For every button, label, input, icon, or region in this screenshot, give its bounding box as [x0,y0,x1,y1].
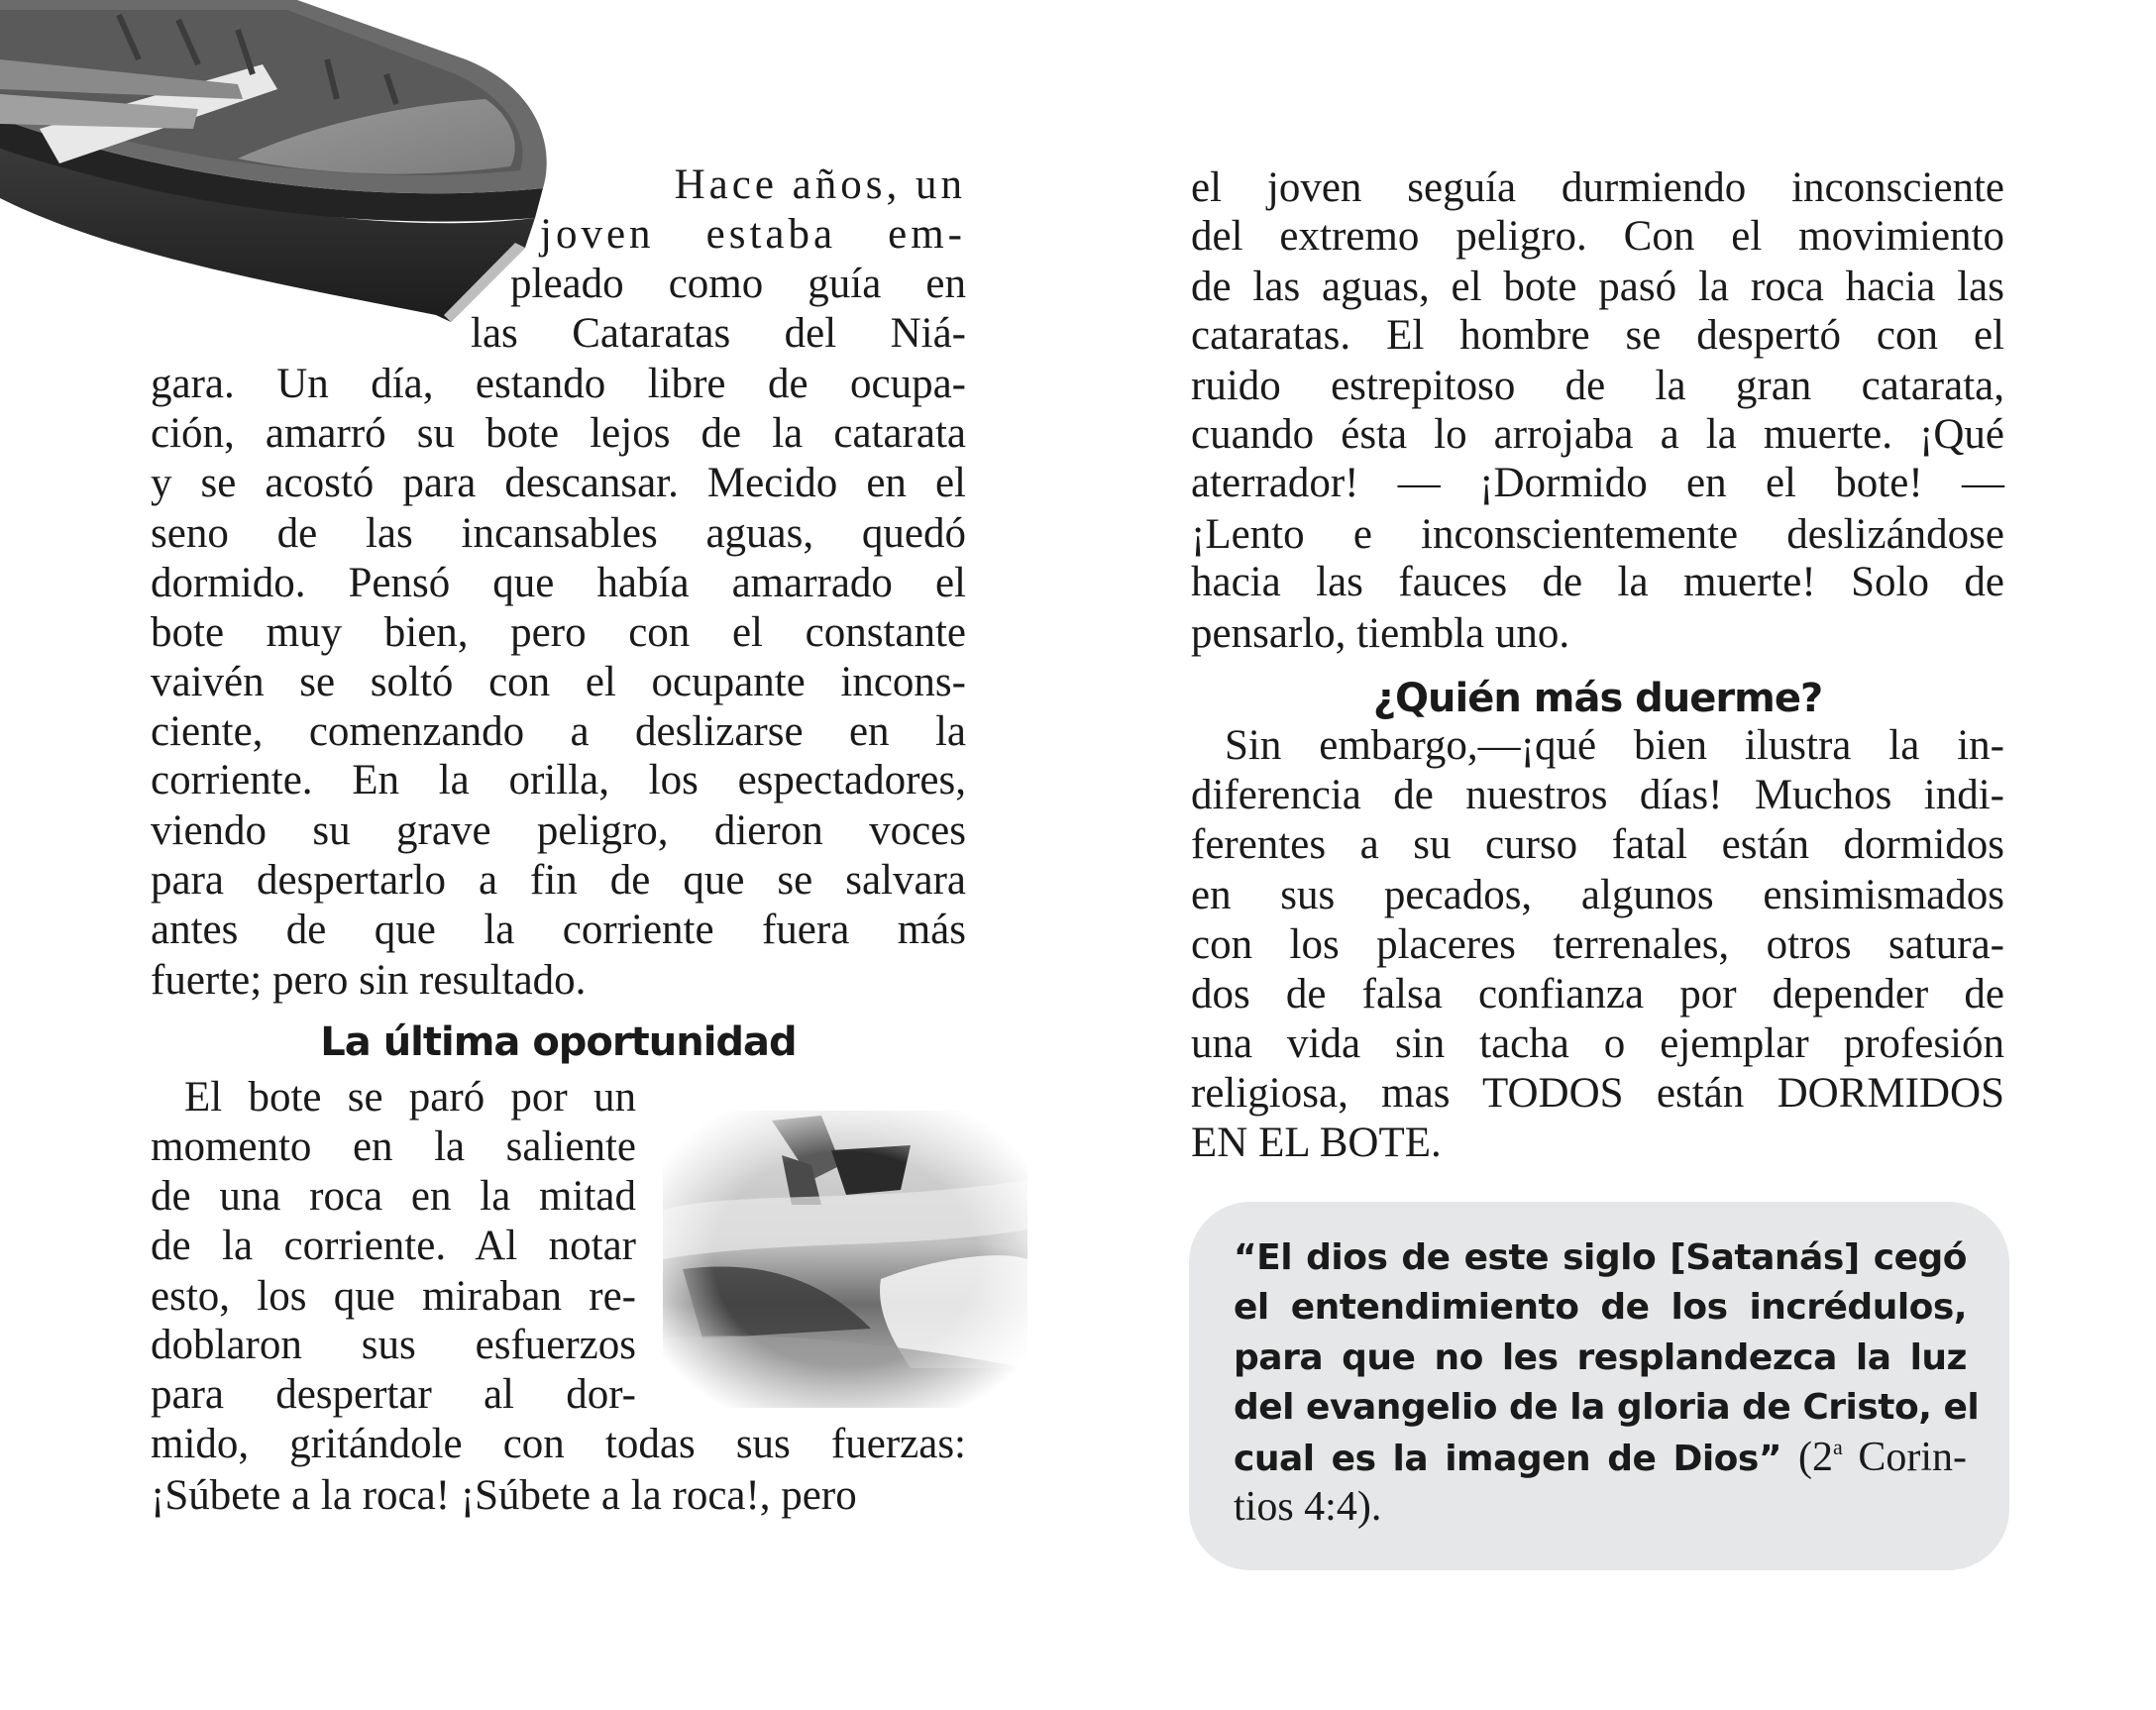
body-line: ferentes a su curso fatal están dormidos [1191,821,2004,868]
quote-reference-line [1234,1482,1967,1532]
body-line: el joven seguía durmiendo inconsciente [1191,164,2004,211]
body-line: pensarlo, tiembla uno. [1191,610,1570,657]
body-line: de la corriente. Al notar [151,1223,636,1269]
body-line: corriente. En la orilla, los espectadores, [151,757,966,803]
body-line: doblaron sus esfuerzos [151,1322,636,1368]
quote-text: cual es la imagen de Dios” [1234,1439,1781,1479]
body-line: cataratas. El hombre se despertó con el [1191,312,2004,359]
body-line: del extremo peligro. Con el movimiento [1191,213,2004,260]
quote-line: para que no les resplandezca la luz [1234,1337,1967,1378]
body-line: antes de que la corriente fuera más [151,907,966,953]
body-line: ¡Lento e inconscientemente deslizándose [1191,511,2004,558]
body-line: hacia las fauces de la muerte! Solo de [1191,559,2004,605]
quote-line-with-reference [1234,1433,1967,1482]
body-line: joven estaba em- [540,211,966,258]
body-line: EN EL BOTE. [1191,1120,1442,1166]
body-line: esto, los que miraban re- [151,1273,636,1320]
reference-part: (2 [1798,1435,1834,1480]
rapids-image [663,1111,1027,1408]
body-line: de las aguas, el bote pasó la roca hacia las [1191,264,2004,310]
body-line: ciente, comenzando a deslizarse en la [151,708,966,755]
body-line: las Cataratas del Niá- [471,310,966,357]
scripture-reference-cont: tios 4:4). [1234,1484,1382,1530]
body-line: Sin embargo,—¡qué bien ilustra la in- [1225,722,2004,769]
body-line: y se acostó para descansar. Mecido en el [151,460,966,506]
body-line: seno de las incansables aguas, quedó [151,510,966,557]
quote-line: del evangelio de la gloria de Cristo, el [1234,1387,1980,1428]
body-line: cuando ésta lo arrojaba a la muerte. ¡Qué [1191,411,2004,458]
body-line: aterrador! — ¡Dormido en el bote! — [1191,460,2004,506]
body-line: una vida sin tacha o ejemplar profesión [1191,1020,2004,1067]
body-line: bote muy bien, pero con el constante [151,609,966,656]
body-line: diferencia de nuestros días! Muchos indi- [1191,772,2004,818]
body-line: ción, amarró su bote lejos de la catarata [151,410,966,457]
body-line: viendo su grave peligro, dieron voces [151,807,966,854]
body-line: para despertar al dor- [151,1371,636,1418]
ordinal-superscript: a [1833,1435,1843,1459]
body-line: en sus pecados, algunos ensimismados [1191,872,2004,918]
body-line: ¡Súbete a la roca! ¡Súbete a la roca!, pero [151,1472,857,1519]
quote-line: “El dios de este siglo [Satanás] cegó [1234,1237,1967,1278]
body-line: con los placeres terrenales, otros satura- [1191,921,2004,968]
body-line: dos de falsa confianza por depender de [1191,971,2004,1017]
body-line: para despertarlo a fin de que se salvara [151,857,966,904]
section-heading-who-else-sleeps: ¿Quién más duerme? [1372,676,1823,721]
body-line: mido, gritándole con todas sus fuerzas: [151,1421,966,1467]
body-line: gara. Un día, estando libre de ocupa- [151,361,966,407]
body-line: ruido estrepitoso de la gran catarata, [1191,363,2004,409]
body-line: de una roca en la mitad [151,1173,636,1220]
reference-part: Corin- [1842,1435,1967,1480]
scripture-reference [1798,1435,1967,1480]
section-heading-last-chance: La última oportunidad [320,1019,797,1065]
body-line: dormido. Pensó que había amarrado el [151,560,966,606]
rowboat-image [0,0,555,327]
body-line: momento en la saliente [151,1123,636,1170]
body-line: fuerte; pero sin resultado. [151,957,587,1004]
quote-line: el entendimiento de los incrédulos, [1234,1287,1967,1328]
body-line: vaivén se soltó con el ocupante incons- [151,659,966,705]
body-line: religiosa, mas TODOS están DORMIDOS [1191,1070,2004,1117]
body-line: pleado como guía en [510,261,966,307]
body-line: Hace años, un [674,161,966,208]
body-line: El bote se paró por un [184,1074,636,1121]
